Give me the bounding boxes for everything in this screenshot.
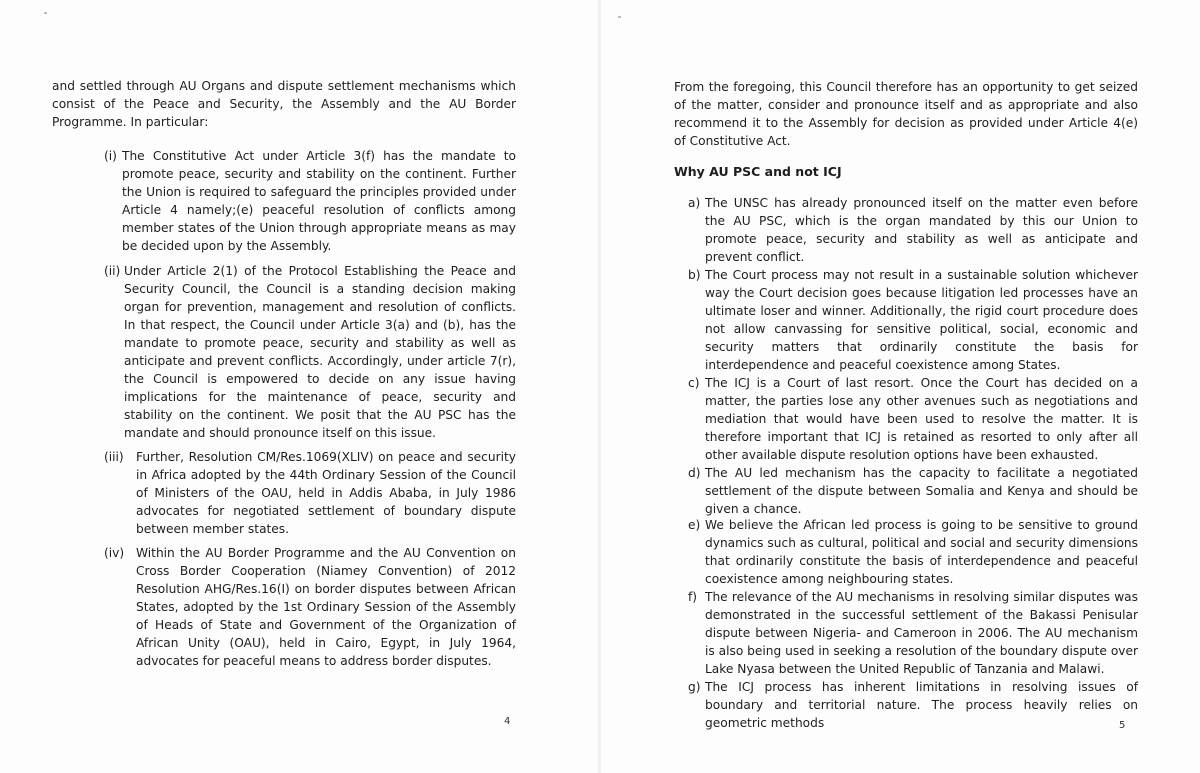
item-text: The relevance of the AU mechanisms in resolving similar disputes was demonstrated in the successful settlement of the Bakassi Penisular dispute between Nigeria- and Cameroon in 2006. The AU mechanism is also being used in seeking a resolution of the boundary dispute over Lake Nyasa between the United Republic of Tanzania and Malawi. <box>705 590 1138 676</box>
item-text: The Court process may not result in a sustainable solution whichever way the Court decision goes because litigation led processes have an ultimate loser and winner. Additionally, the rigid court procedure does not allow canvassing for sensitive political, social, economic and security matters that ordinarily constitute the basis for interdependence and peaceful coexistence among States. <box>705 268 1138 372</box>
page-number: 5 <box>1119 720 1126 731</box>
item-marker: (iii) <box>104 450 124 464</box>
item-marker: (i) <box>104 149 117 163</box>
item-text: We believe the African led process is going to be sensitive to ground dynamics such as cultural, political and social and security dimensions that ordinarily constitute the basis of interdependence and peaceful coexistence among neighbouring states. <box>705 518 1138 586</box>
item-marker: g) <box>688 680 701 694</box>
item-marker: b) <box>688 268 701 282</box>
item-text: Under Article 2(1) of the Protocol Establishing the Peace and Security Council, the Council is a standing decision making organ for prevention, management and resolution of conflicts. In that respect, the Council under Article 3(a) and (b), has the mandate to promote peace, security and stability as well as anticipate and prevent conflicts. Accordingly, under article 7(r), the Council is empowered to decide on any issue having implications for the maintenance of peace, security and stability on the continent. We posit that the AU PSC has the mandate and should pronounce itself on this issue. <box>124 264 516 440</box>
right-page <box>600 0 1200 773</box>
item-marker: f) <box>688 590 698 604</box>
right-intro-paragraph: From the foregoing, this Council therefore has an opportunity to get seized of the matter, consider and pronounce itself and as appropriate and also recommend it to the Assembly for decision as provided under Article 4(e) of Constitutive Act. <box>674 80 1138 148</box>
item-marker: (ii) <box>104 264 121 278</box>
item-text: The Constitutive Act under Article 3(f) has the mandate to promote peace, security and stability on the continent. Further the Union is required to safeguard the principles provided under Article 4 namely;(e) peaceful resolution of conflicts among member states of the Union through appropriate means as may be decided upon by the Assembly. <box>122 149 516 253</box>
item-marker: d) <box>688 466 701 480</box>
item-text: The AU led mechanism has the capacity to facilitate a negotiated settlement of the dispute between Somalia and Kenya and should be given a chance. <box>705 466 1138 516</box>
item-marker: a) <box>688 196 701 210</box>
scan-speck <box>618 16 621 18</box>
scan-speck <box>44 12 47 14</box>
item-text: Within the AU Border Programme and the AU Convention on Cross Border Cooperation (Niamey Convention) of 2012 Resolution AHG/Res.16(I) on border disputes between African States, adopted by the 1st Ordinary Session of the Assembly of Heads of State and Government of the Organization of African Unity (OAU), held in Cairo, Egypt, in July 1964, advocates for peaceful means to address border disputes. <box>136 546 516 668</box>
section-heading: Why AU PSC and not ICJ <box>674 164 842 179</box>
item-marker: (iv) <box>104 546 125 560</box>
item-marker: e) <box>688 518 701 532</box>
page-number: 4 <box>504 716 511 727</box>
item-text: The ICJ is a Court of last resort. Once the Court has decided on a matter, the parties lose any other avenues such as negotiations and mediation that would have been used to resolve the matter. It is therefore important that ICJ is retained as resorted to only after all other available dispute resolution options have been exhausted. <box>705 376 1138 462</box>
left-intro-paragraph: and settled through AU Organs and dispute settlement mechanisms which consist of the Peace and Security, the Assembly and the AU Border Programme. In particular: <box>52 79 516 129</box>
item-text: Further, Resolution CM/Res.1069(XLIV) on peace and security in Africa adopted by the 44th Ordinary Session of the Council of Ministers of the OAU, held in Addis Ababa, in July 1986 advocates for negotiated settlement of boundary dispute between member states. <box>136 450 516 536</box>
item-marker: c) <box>688 376 700 390</box>
item-text: The UNSC has already pronounced itself on the matter even before the AU PSC, which is the organ mandated by this our Union to promote peace, security and stability as well as anticipate and prevent conflict. <box>705 196 1138 264</box>
item-text: The ICJ process has inherent limitations in resolving issues of boundary and territorial nature. The process heavily relies on geometric methods <box>705 680 1138 730</box>
